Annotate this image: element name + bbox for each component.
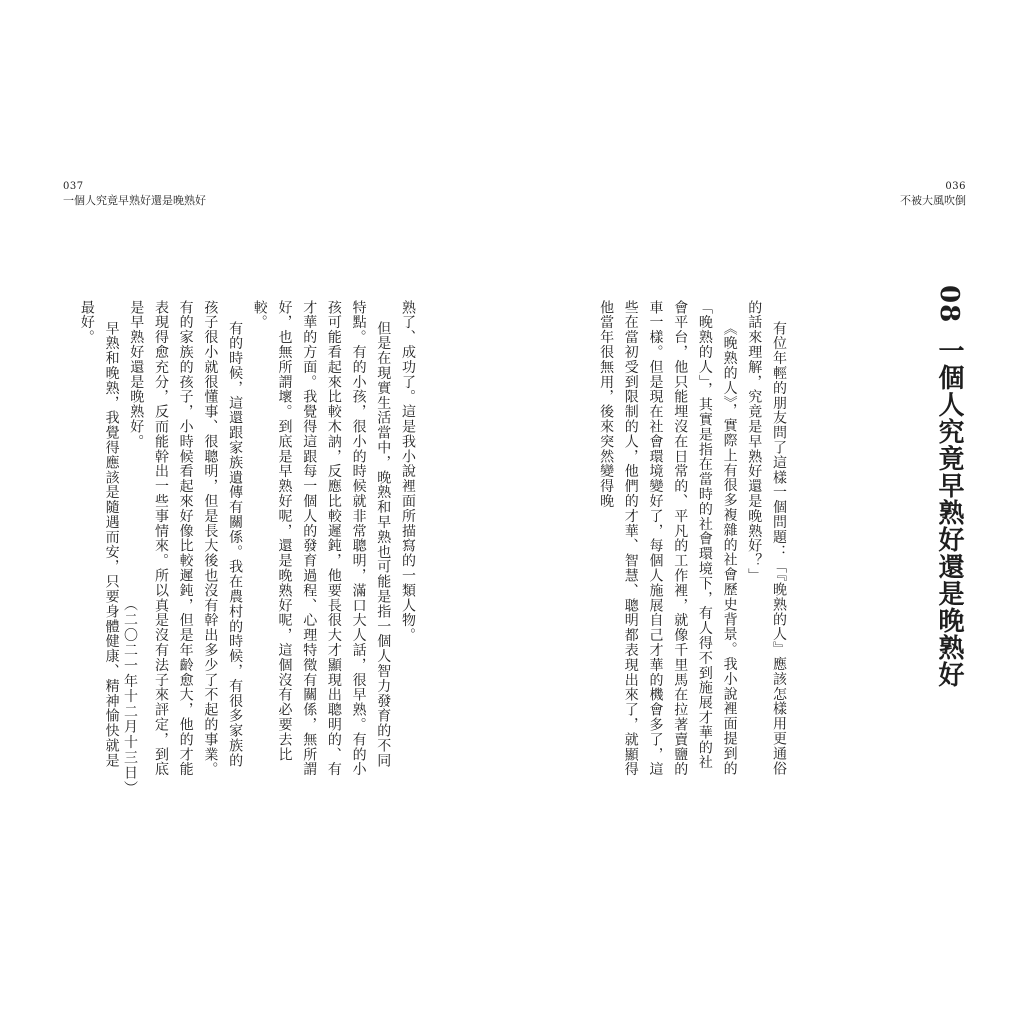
right-page-number: 036 — [945, 181, 966, 192]
chapter-number: 08 — [934, 285, 964, 324]
left-running-head-title: 一個人究竟早熟好還是晚熟好 — [63, 194, 206, 207]
left-paragraph-1: 熟了、成功了。這是我小說裡面所描寫的一類人物。 — [400, 300, 416, 643]
left-paragraph-4: 早熟和晚熟，我覺得應該是隨遇而安，只要身體健康、精神愉快就是最好。 — [78, 300, 120, 768]
left-paragraph-3: 有的時候，這還跟家族遺傳有關係。我在農村的時候，有很多家族的孩子很小就很懂事、很聰明，但是長大後也沒有幹出多少了不起的事業。有的家族的孩子，小時候看起來好像比較遲鈍，但是年齡愈大，他的才能表現得愈充分，反而能幹出一些事情來。所以真是沒有法子來評定，到底是早熟好還是晚熟好。 — [128, 300, 244, 777]
right-paragraph-1: 有位年輕的朋友問了這樣一個問題：「『晚熟的人』應該怎樣用更通俗的話來理解，究竟是早熟好還是晚熟好？」 — [746, 300, 787, 776]
right-running-head — [900, 180, 966, 208]
left-page-number: 037 — [63, 181, 84, 192]
right-running-head-title: 不被大風吹倒 — [900, 194, 966, 207]
right-paragraph-2: 《晚熟的人》，實際上有很多複雜的社會歷史背景。我小說裡面提到的「晚熟的人」，其實是指在當時的社會環境下，有人得不到施展才華的社會平台，他只能埋沒在日常的、平凡的工作裡，就像千里馬在拉著賣鹽的車一樣。但是現在社會環境變好了，每個人施展自己才華的機會多了，這些在當初受到限制的人，他們的才華、智慧、聰明都表現出來了，就顯得他當年很無用，後來突然變得晚 — [598, 300, 738, 777]
date-note: （二〇二一年十二月十三日） — [122, 597, 138, 796]
left-running-head — [63, 180, 206, 208]
chapter-heading — [925, 285, 973, 689]
right-page-body — [591, 300, 791, 780]
chapter-title: 一個人究竟早熟好還是晚熟好 — [934, 337, 964, 689]
left-paragraph-2: 但是在現實生活當中，晚熟和早熟也可能是指一個人智力發育的不同特點。有的小孩，很小的時候就非常聰明，滿口大人話，很早熟。有的小孩可能看起來比較木訥，反應比較遲鈍，他要長很大才顯現出聰明的、有才華的方面。我覺得這跟每一個人的發育過程、心理特徵有關係，無所謂好，也無所謂壞。到底是早熟好呢，還是晚熟好呢，這個沒有必要去比較。 — [251, 300, 392, 777]
